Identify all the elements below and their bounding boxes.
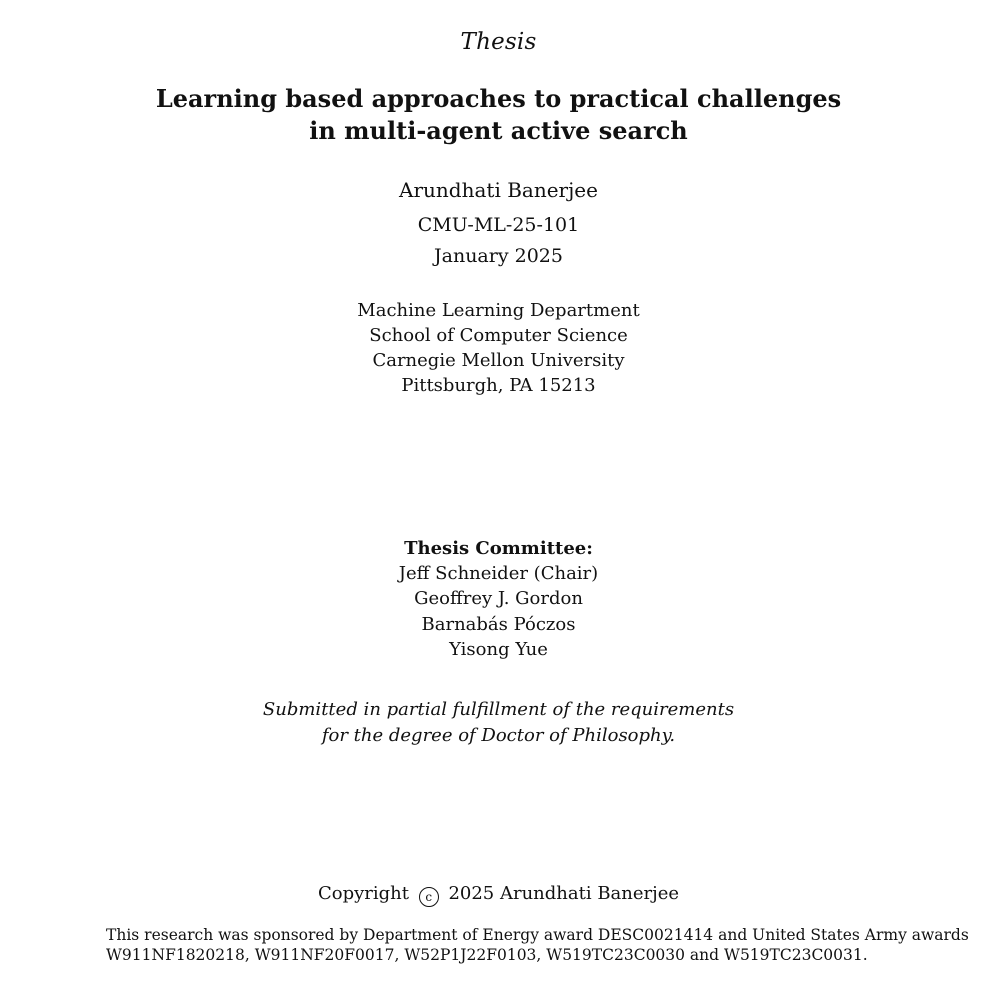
sponsorship-line-1: This research was sponsored by Department of Energy award DESC0021414 and United States Army awards xyxy=(106,926,969,944)
submission-statement-line-2: for the degree of Doctor of Philosophy. xyxy=(321,725,676,746)
submission-statement-line-1: Submitted in partial fulfillment of the requirements xyxy=(262,699,735,720)
affiliation-department: Machine Learning Department xyxy=(357,300,640,321)
author-name: Arundhati Banerjee xyxy=(399,178,598,202)
committee-member: Geoffrey J. Gordon xyxy=(414,588,583,609)
copyright-notice xyxy=(0,885,997,907)
report-number: CMU-ML-25-101 xyxy=(417,214,580,236)
affiliation-address: Pittsburgh, PA 15213 xyxy=(401,375,596,396)
committee-heading: Thesis Committee: xyxy=(404,538,593,559)
thesis-title-line-1: Learning based approaches to practical challenges xyxy=(155,84,842,113)
copyright-text: 2025 Arundhati Banerjee xyxy=(448,883,680,904)
committee-member: Barnabás Póczos xyxy=(421,614,576,635)
copyright-symbol-icon: c xyxy=(419,887,439,907)
committee-member: Jeff Schneider (Chair) xyxy=(398,563,599,584)
committee-member: Yisong Yue xyxy=(449,639,548,660)
document-type-label: Thesis xyxy=(460,29,537,55)
copyright-prefix: Copyright xyxy=(317,883,409,904)
publication-date: January 2025 xyxy=(434,245,563,267)
thesis-title-line-2: in multi-agent active search xyxy=(309,116,688,145)
affiliation-university: Carnegie Mellon University xyxy=(372,350,625,371)
affiliation-school: School of Computer Science xyxy=(369,325,628,346)
sponsorship-line-2: W911NF1820218, W911NF20F0017, W52P1J22F0103, W519TC23C0030 and W519TC23C0031. xyxy=(106,946,868,964)
